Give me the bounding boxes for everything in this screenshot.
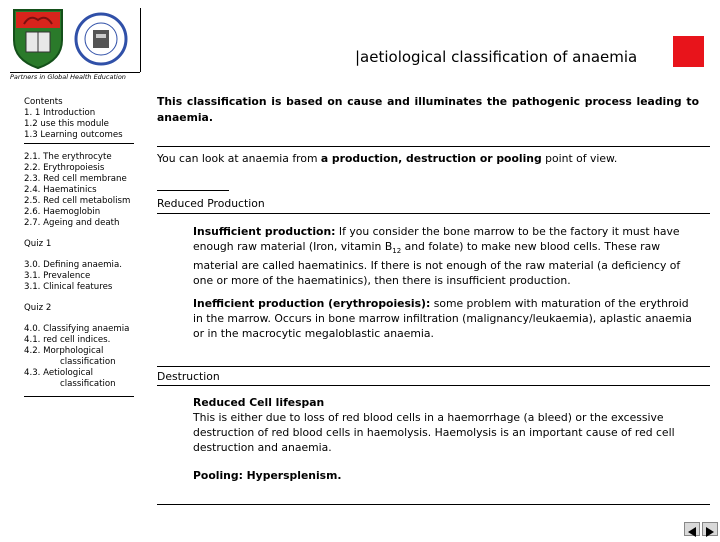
section-divider <box>157 213 710 214</box>
sidebar-divider-bottom <box>24 396 134 397</box>
sidebar-item-contents[interactable]: Contents <box>24 97 63 107</box>
section-divider-short <box>157 190 229 191</box>
insufficient-production-paragraph <box>193 225 698 288</box>
arrow-left-icon <box>685 526 699 538</box>
sidebar-divider <box>24 143 134 144</box>
viewpoint-text-pre: You can look at anaemia from <box>157 152 321 165</box>
prev-page-button[interactable] <box>684 522 700 536</box>
sidebar-item-morphological-cont[interactable]: classification <box>60 357 116 367</box>
sidebar-item-erythropoiesis[interactable]: 2.2. Erythropoiesis <box>24 163 105 173</box>
inefficient-production-paragraph <box>193 297 698 341</box>
inefficient-heading: Inefficient production (erythropoiesis): <box>193 297 431 310</box>
section-divider <box>157 146 710 147</box>
college-seal-logo <box>74 10 128 68</box>
insufficient-subscript: 12 <box>392 246 402 255</box>
header-divider <box>140 8 141 72</box>
pooling-heading: Pooling: Hypersplenism. <box>193 469 342 482</box>
section-divider <box>157 366 710 367</box>
sidebar-item-prevalence[interactable]: 3.1. Prevalence <box>24 271 91 281</box>
partners-label: Partners in Global Health Education <box>10 73 126 81</box>
intro-paragraph: This classification is based on cause and illuminates the pathogenic process leading to anaemia. <box>157 95 699 124</box>
accent-square <box>673 36 704 67</box>
sidebar-item-erythrocyte[interactable]: 2.1. The erythrocyte <box>24 152 112 162</box>
arrow-right-icon <box>703 526 717 538</box>
sidebar-contents-group <box>24 97 142 141</box>
sidebar-item-learning-outcomes[interactable]: 1.3 Learning outcomes <box>24 130 123 140</box>
sidebar-item-haematinics[interactable]: 2.4. Haematinics <box>24 185 97 195</box>
section-divider <box>157 385 710 386</box>
viewpoint-text-bold: a production, destruction or pooling <box>320 152 542 165</box>
sidebar-item-red-cell-metabolism[interactable]: 2.5. Red cell metabolism <box>24 196 131 206</box>
sidebar-physiology-group <box>24 152 142 229</box>
sidebar-item-red-cell-membrane[interactable]: 2.3. Red cell membrane <box>24 174 127 184</box>
sidebar-anaemia-group <box>24 260 142 293</box>
lifespan-paragraph: This is either due to loss of red blood cells in a haemorrhage (a bleed) or the excessive destruction of red blood cells in haemolysis. Haemolysis is an important cause of red cell destruction and anaemia. <box>193 411 675 454</box>
sidebar-item-haemoglobin[interactable]: 2.6. Haemoglobin <box>24 207 101 217</box>
sidebar-item-morphological[interactable]: 4.2. Morphological <box>24 346 104 356</box>
viewpoint-text-post: point of view. <box>541 152 618 165</box>
sidebar-item-ageing-death[interactable]: 2.7. Ageing and death <box>24 218 120 228</box>
page-title: |aetiological classification of anaemia <box>355 48 638 66</box>
sidebar-item-aetiological[interactable]: 4.3. Aetiological <box>24 368 94 378</box>
section-heading-reduced-production: Reduced Production <box>157 197 265 210</box>
sidebar-item-aetiological-cont[interactable]: classification <box>60 379 116 389</box>
lifespan-heading: Reduced Cell lifespan <box>193 396 325 409</box>
next-page-button[interactable] <box>702 522 718 536</box>
sidebar-item-defining-anaemia[interactable]: 3.0. Defining anaemia. <box>24 260 122 270</box>
sidebar-item-classifying-anaemia[interactable]: 4.0. Classifying anaemia <box>24 324 130 334</box>
sidebar-item-red-cell-indices[interactable]: 4.1. red cell indices. <box>24 335 111 345</box>
sidebar-classification-group <box>24 324 142 390</box>
sidebar-item-quiz-1[interactable]: Quiz 1 <box>24 239 52 249</box>
insufficient-text-a: If you consider the bone marrow to be the factory it must have enough raw material (Iron, vitamin B <box>193 225 680 253</box>
inefficient-text: some problem with maturation of the erythroid in the marrow. Occurs in bone marrow infiltration (malignancy/leukaemia), aplastic anaemia or in the macrocytic megaloblastic anaemia. <box>193 297 692 340</box>
sidebar-item-use-module[interactable]: 1.2 use this module <box>24 119 109 129</box>
viewpoint-paragraph <box>157 151 707 167</box>
university-crest-logo <box>10 6 66 70</box>
insufficient-text-b: and folate) to make new blood cells. These raw material are called haematinics. If there is not enough of the raw material (a deficiency of one or more of the haematinics), then there is insufficient production. <box>193 239 681 287</box>
insufficient-heading: Insufficient production: <box>193 225 336 238</box>
section-heading-destruction: Destruction <box>157 370 220 383</box>
sidebar-item-clinical-features[interactable]: 3.1. Clinical features <box>24 282 113 292</box>
sidebar-item-introduction[interactable]: 1. 1 Introduction <box>24 108 96 118</box>
sidebar-item-quiz-2[interactable]: Quiz 2 <box>24 303 52 313</box>
section-divider-bottom <box>157 504 710 505</box>
